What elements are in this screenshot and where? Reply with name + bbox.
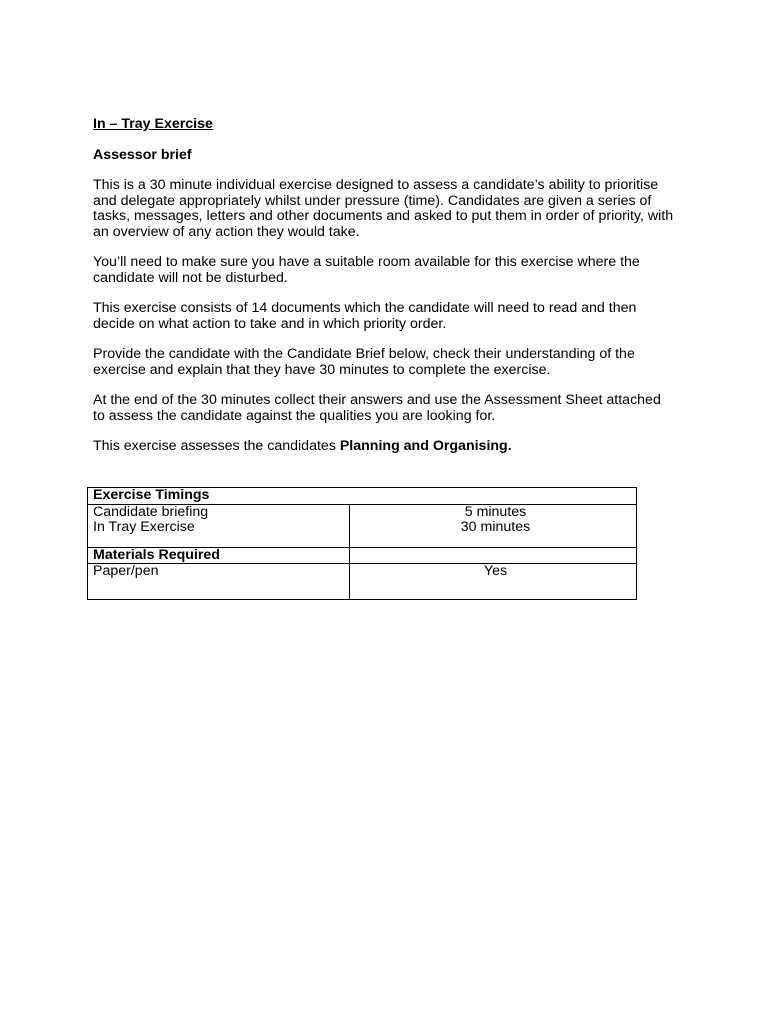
assesses-prefix: This exercise assesses the candidates: [93, 438, 340, 454]
document-subtitle: Assessor brief: [93, 146, 192, 163]
paragraph-overview: This is a 30 minute individual exercise designed to assess a candidate’s ability to prioritise and delegate appropriately whilst under pressure (time). Candidates are given a series of tasks, messages, letters and other documents and asked to put them in order of priority, with an overview of any action they would take.: [93, 177, 674, 240]
timings-header-row: [88, 488, 637, 505]
paragraph-documents: This exercise consists of 14 documents which the candidate will need to read and then decide on what action to take and in which priority order.: [93, 300, 637, 332]
paragraph-briefing: Provide the candidate with the Candidate Brief below, check their understanding of the exercise and explain that they have 30 minutes to complete the exercise.: [93, 346, 635, 378]
timing-value: 30 minutes: [460, 519, 531, 535]
paragraph-room: You’ll need to make sure you have a suitable room available for this exercise where the candidate will not be disturbed.: [93, 254, 640, 286]
paragraph-assessment: At the end of the 30 minutes collect their answers and use the Assessment Sheet attached to assess the candidate against the qualities you are looking for.: [93, 392, 661, 424]
materials-header-row: [88, 547, 637, 564]
materials-body-row: [88, 564, 637, 600]
timing-label: In Tray Exercise: [93, 519, 195, 535]
assesses-quality: Planning and Organising.: [339, 438, 512, 454]
paragraph-assesses: [93, 439, 683, 455]
timings-body-row: [88, 504, 637, 547]
exercise-timings-table: [87, 487, 637, 600]
material-label: Paper/pen: [88, 564, 350, 600]
material-value: Yes: [350, 564, 637, 600]
timing-value: 5 minutes: [464, 503, 527, 520]
materials-header-empty-cell: [350, 547, 637, 564]
timing-label: Candidate briefing: [93, 503, 209, 520]
materials-header: Materials Required: [88, 547, 350, 564]
document-body: [93, 117, 683, 455]
timings-labels-cell: [88, 504, 350, 547]
timings-values-cell: [350, 504, 637, 547]
timings-table-wrapper: [87, 487, 637, 600]
timings-header: Exercise Timings: [88, 488, 637, 505]
document-title: In – Tray Exercise: [93, 116, 213, 132]
